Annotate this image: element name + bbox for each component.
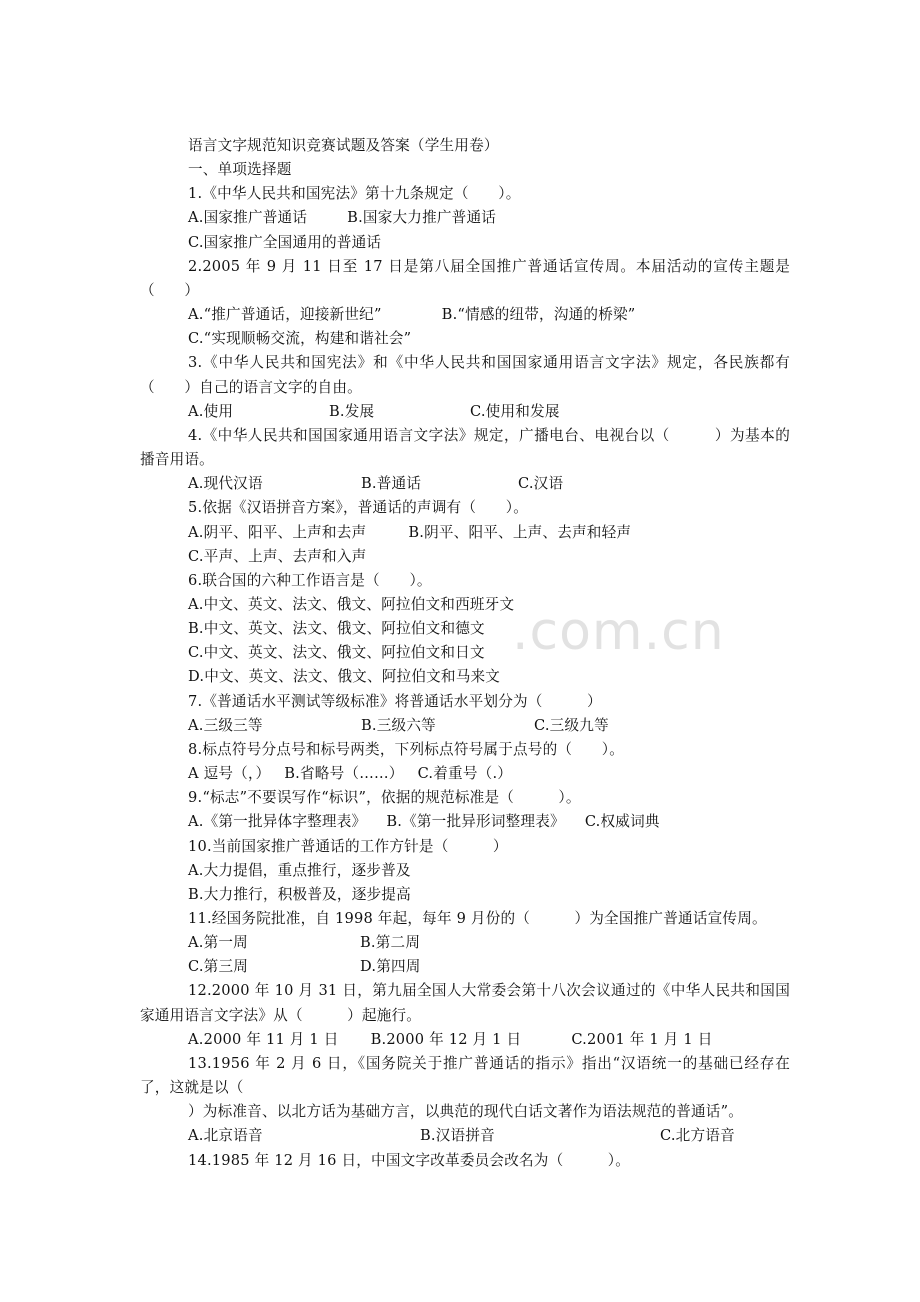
answer-option: A.三级三等 — [188, 716, 263, 734]
answer-option: A 逗号（，） — [188, 765, 271, 783]
option-line — [140, 1124, 790, 1148]
document-title: 语言文字规范知识竞赛试题及答案（学生用卷） — [188, 137, 499, 154]
answer-option: A.阴平、阳平、上声和去声 — [188, 523, 367, 541]
answer-option: C.中文、英文、法文、俄文、阿拉伯文和日文 — [188, 644, 485, 662]
option-line — [140, 665, 790, 689]
question-stem: 13.1956 年 2 月 6 日，《国务院关于推广普通话的指示》指出“汉语统一的基础已经存在了，这就是以（ — [140, 1054, 790, 1097]
question-stem: 8.标点符号分点号和标号两类，下列标点符号属于点号的（ ）。 — [188, 740, 625, 758]
option-line — [140, 472, 790, 496]
option-line — [140, 810, 790, 834]
answer-option: B.中文、英文、法文、俄文、阿拉伯文和德文 — [188, 620, 485, 638]
question-stem: 6.联合国的六种工作语言是（ ）。 — [188, 571, 432, 589]
question-stem: 3.《中华人民共和国宪法》和《中华人民共和国国家通用语言文字法》规定，各民族都有（ ）自己的语言文字的自由。 — [140, 354, 790, 396]
question-stem: 4.《中华人民共和国国家通用语言文字法》规定，广播电台、电视台以（ ）为基本的播音用语。 — [140, 426, 790, 469]
option-line — [140, 955, 790, 979]
question-list — [140, 182, 790, 1172]
question-stem: 14.1985 年 12 月 16 日，中国文字改革委员会改名为（ ）。 — [188, 1151, 631, 1169]
answer-option: A.现代汉语 — [188, 475, 263, 493]
question-stem: 7.《普通话水平测试等级标准》将普通话水平划分为（ ） — [188, 692, 602, 710]
question-stem: 2.2005 年 9 月 11 日至 17 日是第八届全国推广普通话宣传周。本届活动的宣传主题是（ ） — [140, 257, 790, 299]
option-line — [140, 303, 790, 327]
answer-option: A.大力提倡，重点推行，逐步普及 — [188, 861, 411, 879]
answer-option: C.第三周 — [188, 958, 249, 976]
option-line — [140, 400, 790, 424]
answer-option: A.中文、英文、法文、俄文、阿拉伯文和西班牙文 — [188, 595, 515, 613]
question-stem: 5.依据《汉语拼音方案》，普通话的声调有（ ）。 — [188, 499, 528, 517]
answer-option: B.大力推行，积极普及，逐步提高 — [188, 885, 411, 903]
answer-option: D.中文、英文、法文、俄文、阿拉伯文和马来文 — [188, 668, 501, 686]
answer-option: C.2001 年 1 月 1 日 — [571, 1030, 713, 1048]
question-stem: 11.经国务院批准，自 1998 年起，每年 9 月份的（ ）为全国推广普通话宣传周。 — [188, 910, 767, 927]
answer-option: C.三级九等 — [534, 716, 609, 734]
answer-option: A.北京语音 — [188, 1127, 263, 1145]
document-body — [140, 134, 790, 1173]
answer-option: A.第一周 — [188, 934, 248, 952]
option-line — [140, 883, 790, 907]
answer-option: C.国家推广全国通用的普通话 — [188, 233, 382, 251]
answer-option: B.2000 年 12 月 1 日 — [370, 1030, 522, 1048]
answer-option: B.三级六等 — [361, 716, 436, 734]
answer-option: C.汉语 — [518, 475, 564, 493]
option-line — [140, 617, 790, 641]
question-stem: 10.当前国家推广普通话的工作方针是（ ） — [188, 837, 508, 855]
answer-option: B.“情感的纽带，沟通的桥梁” — [441, 306, 636, 324]
answer-option: B.普通话 — [361, 475, 422, 493]
answer-option: D.第四周 — [360, 958, 421, 976]
answer-option: B.阴平、阳平、上声、去声和轻声 — [408, 523, 632, 541]
option-line — [140, 762, 790, 786]
option-line — [140, 327, 790, 351]
option-line — [140, 931, 790, 955]
answer-option: C.使用和发展 — [470, 402, 560, 420]
answer-option: B.汉语拼音 — [420, 1127, 495, 1145]
answer-option: B.第二周 — [360, 934, 421, 952]
answer-option: B.国家大力推广普通话 — [347, 209, 497, 227]
answer-option: A.“推广普通话，迎接新世纪” — [188, 306, 382, 324]
option-line — [140, 593, 790, 617]
answer-option: B.发展 — [329, 402, 375, 420]
answer-option: B.省略号（……） — [284, 765, 404, 783]
answer-option: C.平声、上声、去声和入声 — [188, 547, 367, 565]
option-line — [140, 641, 790, 665]
answer-option: A.2000 年 11 月 1 日 — [188, 1030, 339, 1048]
option-line — [140, 1028, 790, 1052]
answer-option: C.“实现顺畅交流，构建和谐社会” — [188, 330, 412, 348]
question-stem: 12.2000 年 10 月 31 日，第九届全国人大常委会第十八次会议通过的《中华人民共和国国家通用语言文字法》从（ ）起施行。 — [140, 982, 790, 1024]
option-line — [140, 521, 790, 545]
option-line — [140, 206, 790, 230]
section-heading: 一、单项选择题 — [188, 161, 292, 179]
answer-option: A.使用 — [188, 402, 234, 420]
question-stem-continuation: ）为标准音、以北方话为基础方言，以典范的现代白话文著作为语法规范的普通话”。 — [188, 1103, 744, 1121]
question-stem: 1.《中华人民共和国宪法》第十九条规定（ ）。 — [188, 185, 521, 203]
watermark: .com.cn — [512, 602, 725, 662]
answer-option: A.国家推广普通话 — [188, 209, 308, 227]
answer-option: C.着重号（.） — [417, 765, 513, 783]
answer-option: C.北方语音 — [660, 1127, 735, 1145]
answer-option: B.《第一批异形词整理表》 — [386, 813, 565, 831]
option-line — [140, 231, 790, 255]
option-line — [140, 714, 790, 738]
option-line — [140, 545, 790, 569]
answer-option: C.权威词典 — [584, 813, 660, 831]
answer-option: A.《第一批异体字整理表》 — [188, 813, 367, 831]
question-stem: 9.“标志”不要误写作“标识”，依据的规范标准是（ ）。 — [188, 789, 581, 807]
option-line — [140, 859, 790, 883]
